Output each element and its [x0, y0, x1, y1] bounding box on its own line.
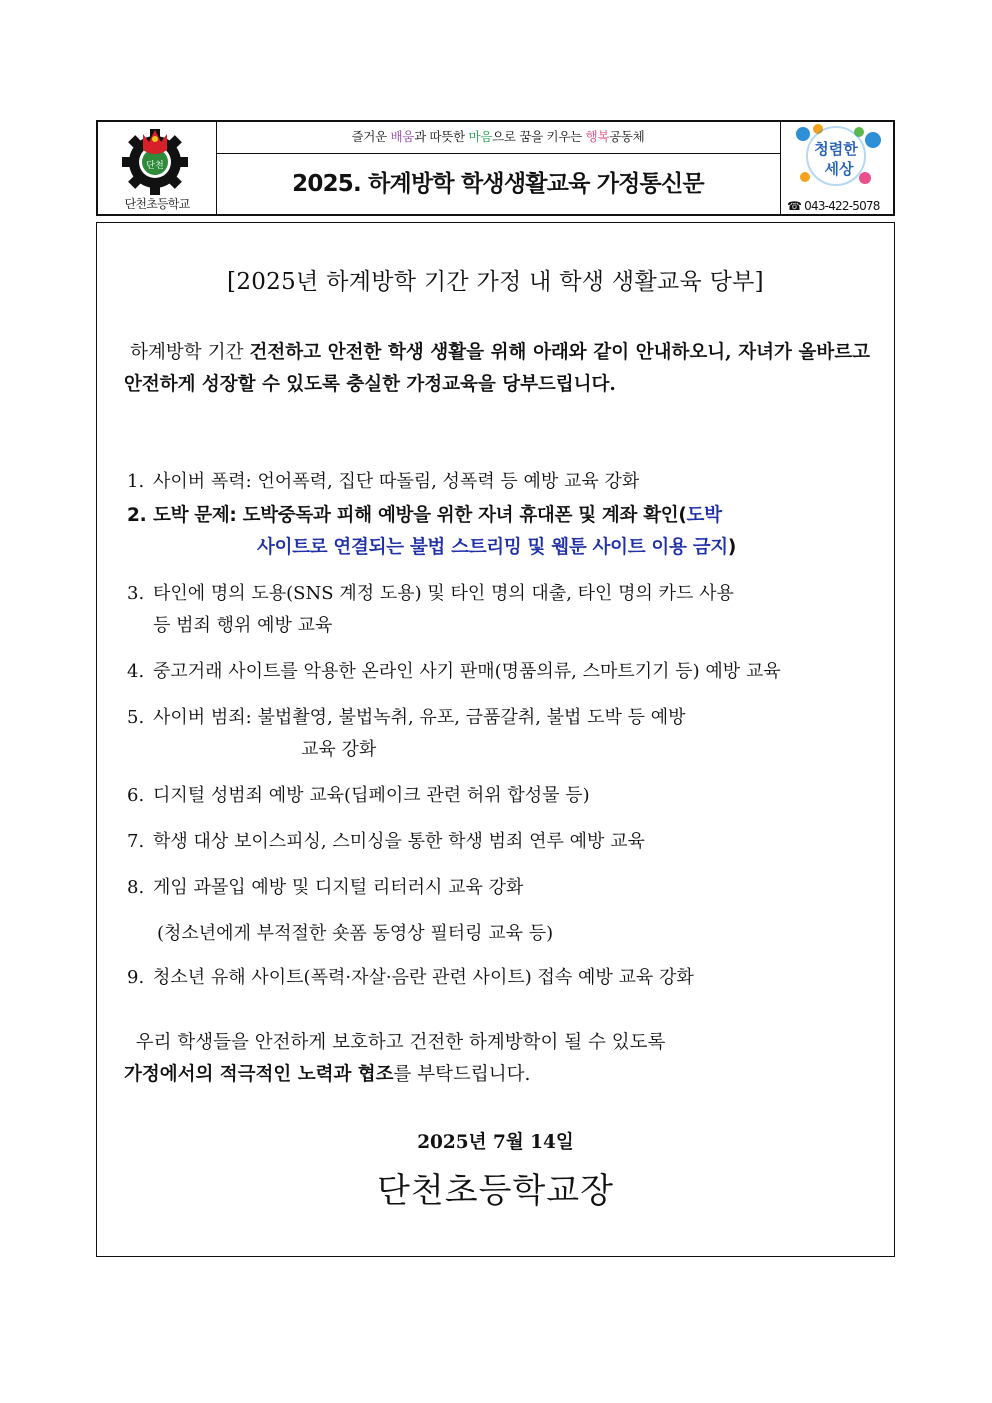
integrity-emblem-icon: [781, 122, 894, 196]
motto-part: 으로 꿈을 키우는: [492, 129, 586, 144]
item-text: 디지털 성범죄 예방 교육(딥페이크 관련 허위 합성물 등): [153, 785, 590, 806]
closing-line1: 우리 학생들을 안전하게 보호하고 건전한 하계방학이 될 수 있도록: [135, 1032, 666, 1053]
list-item: [127, 781, 887, 811]
school-motto: [216, 122, 780, 154]
item-number: 7.: [127, 831, 145, 852]
document-heading: [2025년 하계방학 기간 가정 내 학생 생활교육 당부]: [227, 269, 764, 295]
item-highlight-cont: 사이트로 연결되는 불법 스트리밍 및 웹툰 사이트 이용 금지: [257, 537, 728, 558]
school-name-caption: 단천초등학교: [124, 197, 190, 211]
school-phone: ☎ 043-422-5078: [787, 199, 880, 213]
integrity-emblem-cell: [780, 122, 894, 214]
school-logo-cell: [98, 122, 217, 214]
intro-paragraph: [124, 337, 870, 401]
item-number: 1.: [127, 471, 145, 492]
item-text: 청소년 유해 사이트(폭력·자살·음란 관련 사이트) 접속 예방 교육 강화: [153, 967, 694, 988]
list-item-continuation: (청소년에게 부적절한 숏폼 동영상 필터링 교육 등): [157, 923, 554, 944]
item-number: 6.: [127, 785, 145, 806]
item-text: 학생 대상 보이스피싱, 스미싱을 통한 학생 범죄 연루 예방 교육: [153, 831, 645, 852]
list-item-continuation: 교육 강화: [301, 739, 377, 760]
item-number: 4.: [127, 661, 145, 682]
motto-part: 과 따뜻한: [414, 129, 469, 144]
list-item-continuation: 등 범죄 행위 예방 교육: [153, 615, 333, 636]
list-item: [127, 657, 887, 687]
list-item: [127, 827, 887, 857]
list-item: [127, 467, 887, 497]
closing-paragraph: [124, 1027, 870, 1091]
intro-lead: 하계방학 기간: [130, 342, 250, 363]
list-item: [127, 501, 887, 531]
emblem-text-line1: 청렴한: [814, 140, 858, 158]
emblem-text-line2: 세상: [824, 160, 854, 178]
issue-date: 2025년 7월 14일: [417, 1132, 574, 1153]
closing-tail: 를 부탁드립니다.: [393, 1064, 531, 1085]
list-item-continuation: [257, 533, 736, 563]
newsletter-body: [96, 222, 895, 1257]
newsletter-title: 2025. 하계방학 학생생활교육 가정통신문: [292, 171, 704, 197]
school-emblem-icon: [98, 122, 216, 198]
item-number: 9.: [127, 967, 145, 988]
item-text: 게임 과몰입 예방 및 디지털 리터러시 교육 강화: [153, 877, 524, 898]
item-text: 도박 문제: 도박중독과 피해 예방을 위한 자녀 휴대폰 및 계좌 확인(: [153, 505, 687, 526]
newsletter-header: [96, 120, 895, 216]
motto-keyword-heart: 마음: [468, 129, 493, 144]
item-number: 3.: [127, 583, 145, 604]
motto-part: 즐거운: [351, 129, 391, 144]
item-text: 타인에 명의 도용(SNS 계정 도용) 및 타인 명의 대출, 타인 명의 카드 사용: [153, 583, 734, 604]
item-tail: ): [727, 537, 736, 558]
list-item: [127, 873, 887, 903]
motto-keyword-happiness: 행복: [585, 129, 610, 144]
list-item: [127, 963, 887, 993]
item-number: 2.: [127, 505, 147, 526]
item-highlight: 도박: [686, 505, 722, 526]
motto-part: 공동체: [609, 129, 645, 144]
principal-signature: 단천초등학교장: [377, 1171, 614, 1211]
intro-bold: 건전하고 안전한 학생 생활을 위해 아래와 같이 안내하오니, 자녀가 올바르고 안전하게 성장할 수 있도록 충실한 가정교육을 당부드립니다.: [124, 342, 870, 395]
item-text: 사이버 폭력: 언어폭력, 집단 따돌림, 성폭력 등 예방 교육 강화: [153, 471, 640, 492]
item-text: 사이버 범죄: 불법촬영, 불법녹취, 유포, 금품갈취, 불법 도박 등 예방: [153, 707, 686, 728]
list-item: [127, 579, 887, 609]
list-item: [127, 703, 887, 733]
item-text: 중고거래 사이트를 악용한 온라인 사기 판매(명품의류, 스마트기기 등) 예방 교육: [153, 661, 781, 682]
closing-bold: 가정에서의 적극적인 노력과 협조: [124, 1064, 394, 1085]
motto-keyword-learning: 배움: [390, 129, 415, 144]
item-number: 8.: [127, 877, 145, 898]
item-number: 5.: [127, 707, 145, 728]
logo-mark-text: 단천: [146, 161, 164, 171]
